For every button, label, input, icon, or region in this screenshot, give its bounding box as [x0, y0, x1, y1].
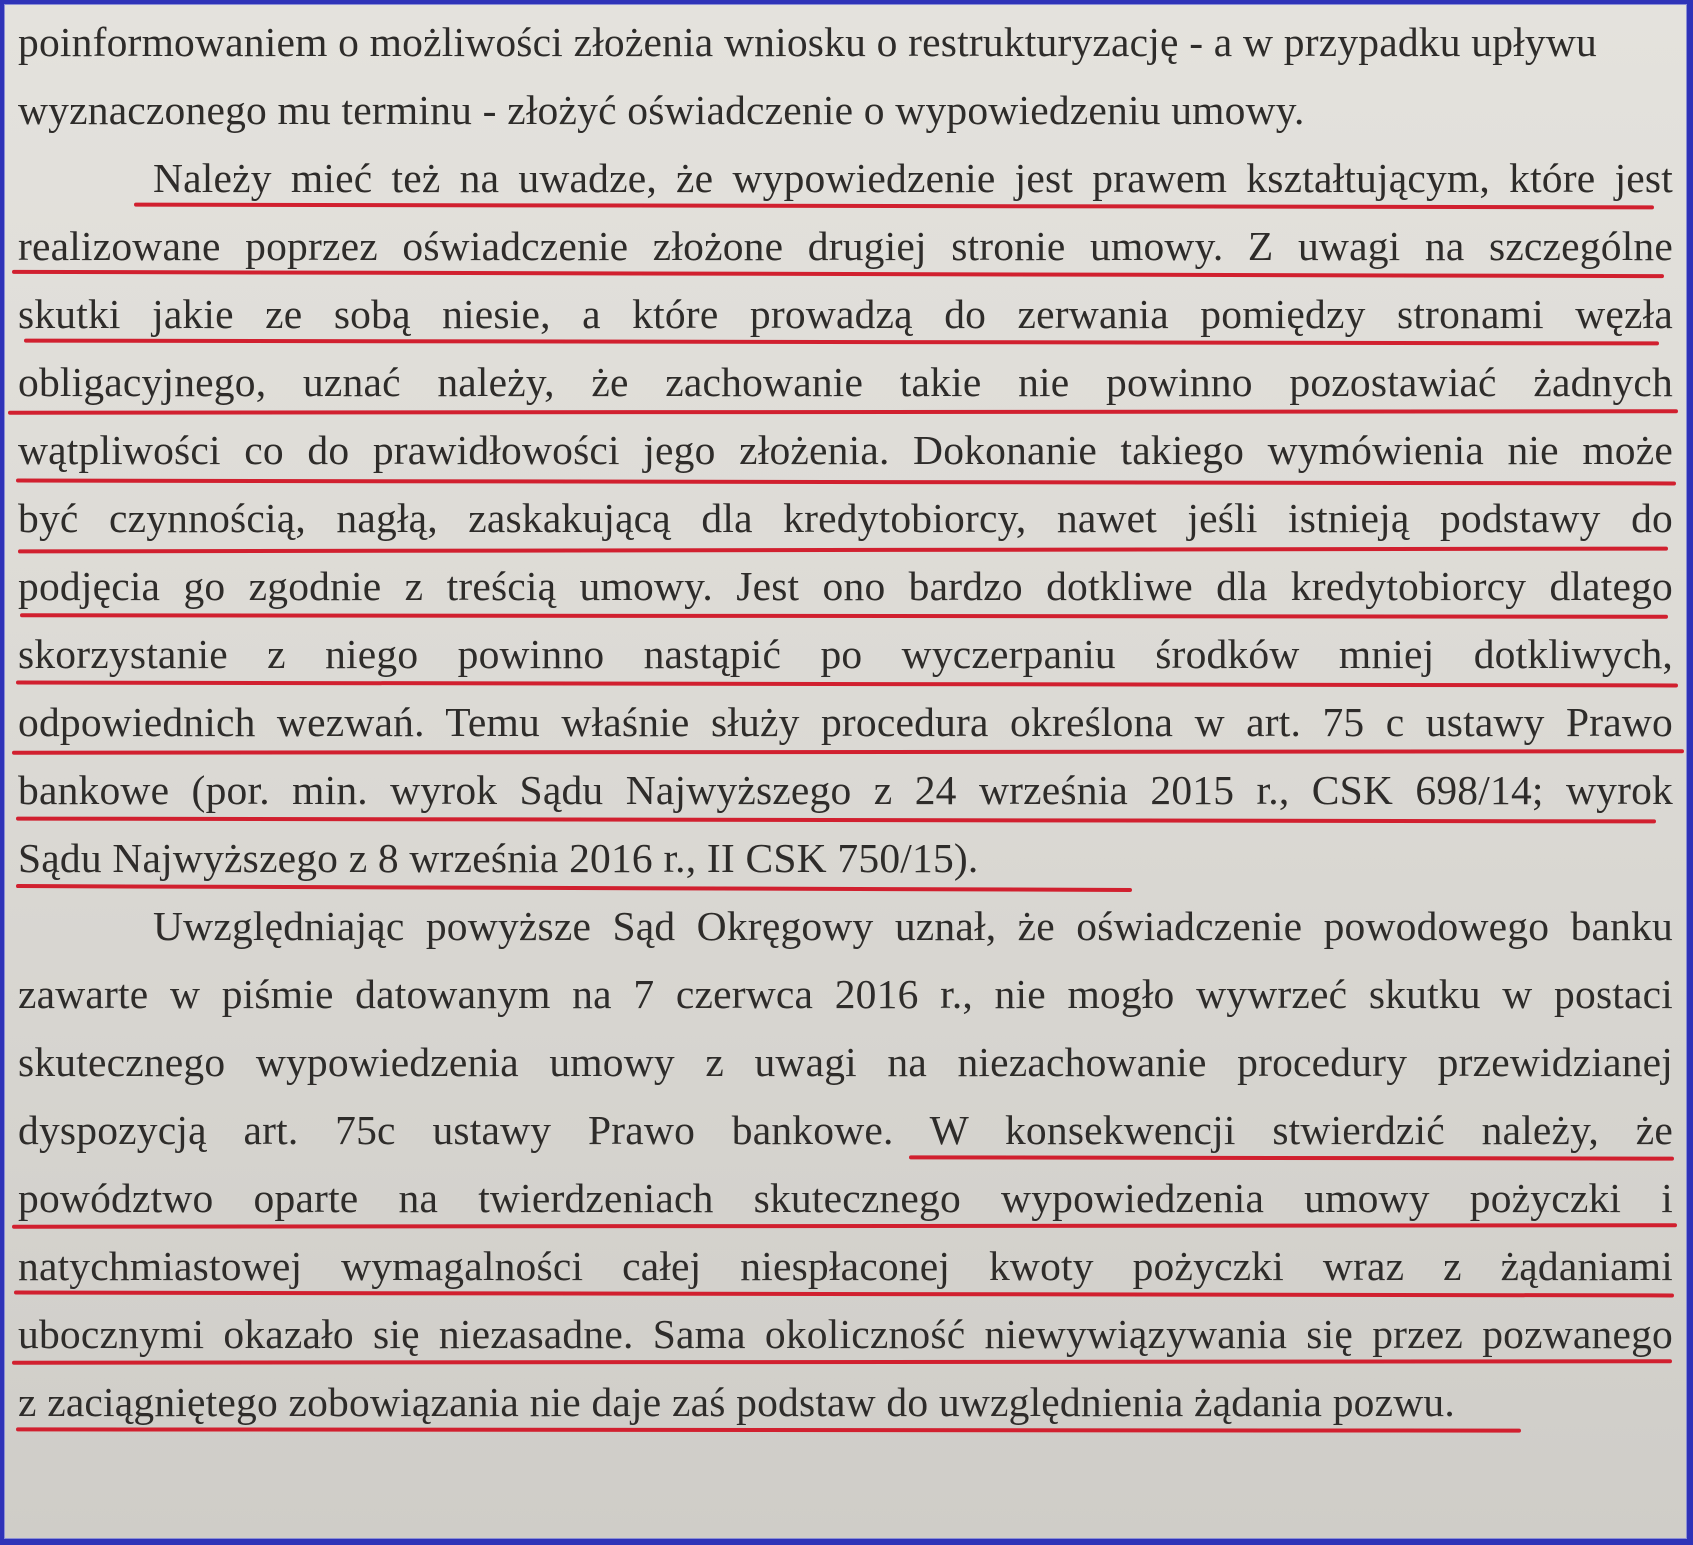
underline-mark	[20, 613, 1668, 618]
underline-mark	[8, 409, 1678, 414]
underline-mark	[12, 1223, 1677, 1228]
text-line: skutecznego wypowiedzenia umowy z uwagi na niezachowanie procedury przewidzianej	[18, 1039, 1673, 1085]
text-line: powództwo oparte na twierdzeniach skutecznego wypowiedzenia umowy pożyczki i	[18, 1175, 1673, 1221]
underline-mark	[18, 547, 1668, 554]
underline-mark	[16, 884, 1132, 892]
text-line: skutki jakie ze sobą niesie, a które prowadzą do zerwania pomiędzy stronami węzła	[18, 291, 1673, 337]
text-line: dyspozycją art. 75c ustawy Prawo bankowe. W konsekwencji stwierdzić należy, że	[18, 1107, 1673, 1153]
underline-mark	[12, 749, 1684, 754]
text-line: natychmiastowej wymagalności całej niespłaconej kwoty pożyczki wraz z żądaniami	[18, 1243, 1673, 1289]
text-line: poinformowaniem o możliwości złożenia wniosku o restrukturyzację - a w przypadku upływu	[18, 19, 1597, 65]
underline-mark	[12, 1359, 1672, 1364]
text-line: realizowane poprzez oświadczenie złożone drugiej stronie umowy. Z uwagi na szczególne	[18, 223, 1673, 269]
underline-mark	[16, 681, 1678, 688]
underline-mark	[16, 817, 1656, 824]
text-line: podjęcia go zgodnie z treścią umowy. Jest ono bardzo dotkliwe dla kredytobiorcy dlatego	[18, 563, 1673, 609]
underline-mark	[16, 479, 1676, 486]
text-line: wyznaczonego mu terminu - złożyć oświadczenie o wypowiedzeniu umowy.	[18, 87, 1305, 133]
text-line: Uwzględniając powyższe Sąd Okręgowy uznał, że oświadczenie powodowego banku	[153, 903, 1673, 949]
text-line: skorzystanie z niego powinno nastąpić po wyczerpaniu środków mniej dotkliwych,	[18, 631, 1673, 677]
text-line: bankowe (por. min. wyrok Sądu Najwyższego z 24 września 2015 r., CSK 698/14; wyrok	[18, 767, 1673, 813]
text-line: zawarte w piśmie datowanym na 7 czerwca 2016 r., nie mogło wywrzeć skutku w postaci	[18, 971, 1673, 1017]
text-line: ubocznymi okazało się niezasadne. Sama okoliczność niewywiązywania się przez pozwanego	[18, 1311, 1673, 1357]
document-page	[4, 4, 1687, 1539]
text-line: odpowiednich wezwań. Temu właśnie służy procedura określona w art. 75 c ustawy Prawo	[18, 699, 1673, 745]
text-line: Sądu Najwyższego z 8 września 2016 r., II CSK 750/15).	[18, 835, 979, 881]
text-line: obligacyjnego, uznać należy, że zachowanie takie nie powinno pozostawiać żadnych	[18, 359, 1673, 405]
underline-mark	[909, 1155, 1674, 1160]
text-line: być czynnością, nagłą, zaskakującą dla kredytobiorcy, nawet jeśli istnieją podstawy do	[18, 495, 1673, 541]
text-line: wątpliwości co do prawidłowości jego złożenia. Dokonanie takiego wymówienia nie może	[18, 427, 1673, 473]
underline-mark	[16, 1427, 1521, 1432]
text-line: Należy mieć też na uwadze, że wypowiedzenie jest prawem kształtującym, które jest	[153, 155, 1673, 201]
text-line: z zaciągniętego zobowiązania nie daje zaś podstaw do uwzględnienia żądania pozwu.	[18, 1379, 1455, 1425]
